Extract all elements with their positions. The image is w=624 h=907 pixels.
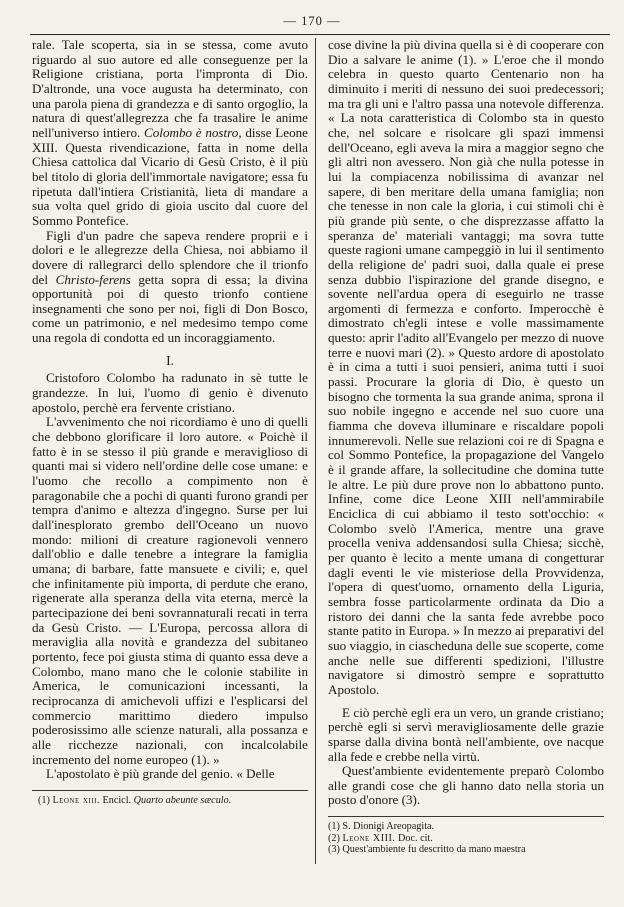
left-paragraph-4: L'avvenimento che noi ricordiamo è uno di quelli che debbono glorificare il loro autore. « Poichè il fatto è in se stesso il più grande e meraviglioso di quanti mai si videro nell'ordine delle cose umane: e l'uomo che recollo a compimento non è paragonabile che a pochi di quanti furono grandi per tempra d'animo e altezza d'ingegno. Surse per lui dall'inesplorato grembo dell'Oceano un nuovo mondo: milioni di creature ragionevoli vennero dall'oblio e dalle tenebre a integrare la famiglia umana; di barbare, fatte mansuete e civili; e, quel che infinitamente più importa, di perdute che erano, rigenerate alla speranza della vita eterna, mercè la partecipazione dei beni sovrannaturali recati in terra da Gesù Cristo. — L'Europa, percossa allora di meraviglia alla novità e grandezza del subitaneo portento, fece poi giusta stima di quanto essa deve a Colombo, mano mano che le colonie stabilite in America, le comunicazioni incessanti, la reciprocanza di amichevoli uffizi e l'esplicarsi del commercio marittimo diedero impulso poderosissimo alle scienze naturali, alla possanza e alle ricchezze nazionali, con incalcolabile incremento del nome europeo (1). »	[32, 414, 308, 767]
section-heading: I.	[166, 352, 174, 368]
footnote-left-1: (1) Leone xiii. Encicl. Quarto abeunte sæculo.	[38, 794, 232, 806]
footnote-rule-right	[328, 816, 604, 817]
column-divider	[315, 38, 316, 864]
footnotes-left	[32, 795, 308, 807]
footnote-rule-left	[32, 790, 308, 791]
right-column	[328, 38, 604, 856]
left-paragraph-5: L'apostolato è più grande del genio. « Delle	[46, 766, 275, 782]
left-paragraph-2: Figli d'un padre che sapeva rendere proprii e i dolori e le allegrezze della Chiesa, noi abbiamo il dovere di rallegrarci dello splendore che il trionfo del Christo-ferens getta sopra di essa; la divina opportunità poi di questo trionfo contiene insegnamenti che sono per noi, figli di Don Bosco, come un patrimonio, e nel medesimo tempo come una regola di condotta ed un incoraggiamento.	[32, 227, 308, 346]
footnote-right-3: (3) Quest'ambiente fu descritto da mano maestra	[328, 844, 526, 856]
right-paragraph-1: cose divine la più divina quella si è di cooperare con Dio a salvare le anime (1). » L'eroe che il mondo celebra in questo quarto Centenario non ha diminuito i meriti di nessuno dei suoi predecessori; ma tra gli uni e l'altro passa una notevole differenza. « La nota caratteristica di Colombo sta in questo che, nel solcare e risolcare gli spazi immensi dell'Oceano, egli aveva la mira a maggior segno che gli altri non avessero. Non già che nulla potesse in lui la compiacenza nobilissima di avanzar nel sapere, di ben meritare della umana famiglia; non che tenesse in non cale la gloria, i cui stimoli chi è più grande più sente, o che disprezzasse affatto la speranza de' materiali vantaggi; ma sovra tutte queste ragioni umane campeggiò in lui il sentimento della religione de' padri suoi, dalla quale ei prese senza dubbio l'ispirazione del grande disegno, e sovente nell'ardua opera di eseguirlo ne trasse argomenti di fermezza e conforto. Imperocchè è dimostrato ch'egli intese e volle massimamente questo: aprir l'adito all'Evangelo per mezzo di nuove terre e nuovi mari (2). » Questo ardore di apostolato è in cima a tutti i suoi pensieri, anima tutti i suoi passi. Procurare la gloria di Dio, è questo un bisogno che tormenta la sua grande anima, sprona il suo nobile ingegno e accende nel suo cuore una fiamma che doveva illuminare e riscaldare popoli innumerevoli. Nelle sue relazioni coi re di Spagna e col Sommo Pontefice, la propagazione del Vangelo è il grande affare, la sollecitudine che domina tutte le altre. Le più dure prove non lo abbattono punto. Infine, come dice Leone XIII nell'ammirabile Enciclica di cui abbiamo il testo sott'occhio: « Colombo svelò l'America, mentre una grave procella veniva addensandosi sulla Chiesa; sicchè, per quanto è lecito a mente umana di congetturar dagli eventi le vie misteriose della Provvidenza, l'opera di quest'uomo, ornamento della Liguria, sembra fosse particolarmente ordinata da Dio a ristoro dei danni che la santa fede avrebbe poco stante patito in Europa. » In mezzo ai preparativi del suo viaggio, in ciascheduna delle sue scoperte, come anche nelle sue differenti spedizioni, l'illustre navigatore si dimostrò sempre e soprattutto Apostolo.	[328, 37, 604, 697]
left-paragraph-1: rale. Tale scoperta, sia in se stessa, come avuto riguardo al suo autore ed alle conseguenze per la Religione cristiana, porta l'impronta di Dio. D'altronde, una voce augusta ha determinato, con una parola piena di grandezza e di santo orgoglio, la natura di quest'allegrezza che fa trasalire le anime nell'universo intiero. Colombo è nostro, disse Leone XIII. Questa rivendicazione, fatta in nome della Chiesa cattolica dal Vicario di Gesù Cristo, è il più bel titolo di gloria dell'immortale navigatore; essa fu ripetuta dall'intiera Cristianità, lieta di mandare a sua volta quel grido di gioia uscito dal cuore del Sommo Pontefice.	[32, 37, 308, 228]
header-rule	[30, 34, 610, 35]
christo-ferens-italic: Christo-ferens	[55, 271, 131, 287]
footnote-right-2: (2) Leone XIII. Doc. cit.	[328, 832, 433, 844]
right-paragraph-3: Quest'ambiente evidentemente preparò Colombo alle grandi cose che gli hanno dato nella storia un posto d'onore (3).	[328, 763, 604, 808]
footnotes-right	[328, 821, 604, 856]
footnote-right-1: (1) S. Dionigi Areopagita.	[328, 821, 435, 833]
quote-italic: Colombo è nostro,	[144, 124, 242, 140]
right-paragraph-2: E ciò perchè egli era un vero, un grande cristiano; perchè egli si servì meravigliosamente delle grazie sparse dalla divina bontà nell'ambiente, ove nacque alla fede e crebbe nella virtù.	[328, 704, 604, 764]
left-column	[32, 38, 308, 806]
left-paragraph-3: Cristoforo Colombo ha radunato in sè tutte le grandezze. In lui, l'uomo di genio è divenuto apostolo, perchè era fervente cristiano.	[32, 370, 308, 415]
page-number: — 170 —	[283, 14, 341, 28]
